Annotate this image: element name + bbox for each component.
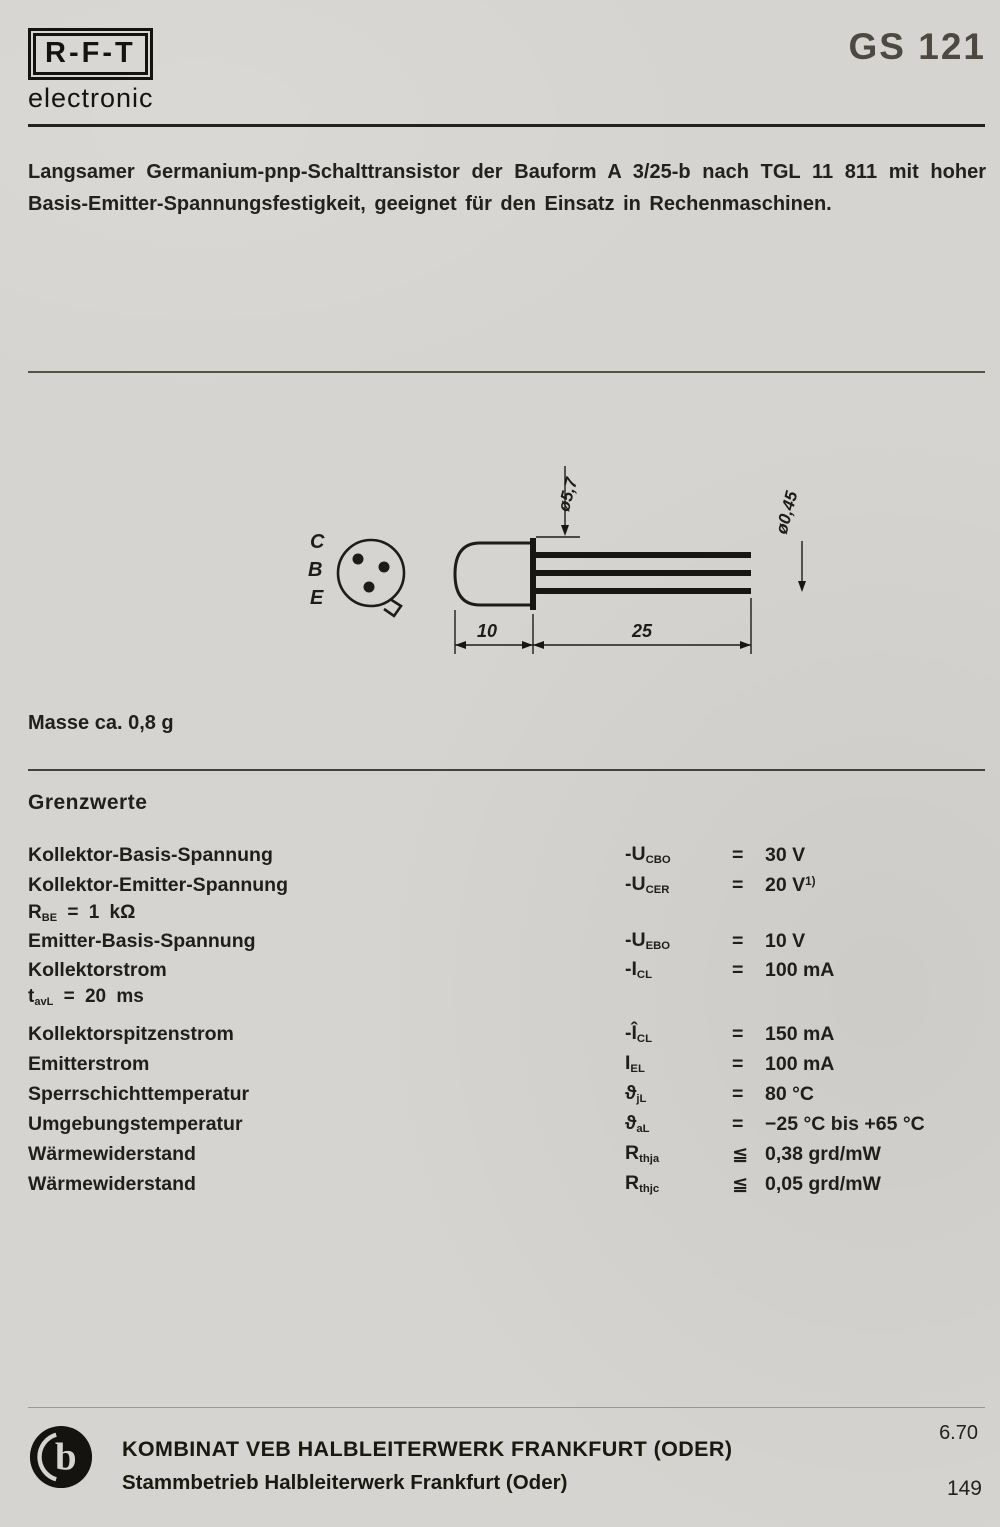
limit-value [765,1143,986,1166]
company-name: KOMBINAT VEB HALBLEITERWERK FRANKFURT (ODER) [122,1437,733,1461]
pin-label-e: E [310,587,324,609]
limit-label: Wärmewiderstand [28,1172,196,1195]
part-number: GS 121 [848,26,986,67]
limit-value [765,844,986,867]
limits-table [28,840,986,1199]
value-text: 20 V [765,873,806,896]
limit-symbol [625,929,732,952]
limit-value [765,874,986,897]
limit-row [28,870,986,900]
flange [530,538,536,610]
condition-symbol: t [28,985,35,1007]
limit-row [28,1019,986,1049]
value-text: 30 V [765,843,806,866]
limit-relation: = [732,843,744,866]
limit-value [765,1113,986,1136]
value-text: 10 V [765,929,806,952]
limit-row [28,1079,986,1109]
limit-row [28,1139,986,1169]
rft-logo-box [28,28,153,80]
can-outline [455,543,530,605]
value-text: 150 mA [765,1022,835,1045]
limit-symbol [625,1172,732,1195]
dim-body-diameter-label: ø5,7 [554,475,582,514]
symbol-main: -Î [625,1022,637,1045]
limit-value [765,1083,986,1106]
dim-lead-length-label: 25 [631,621,653,641]
condition-text [28,986,625,1008]
limit-relation: = [732,929,744,952]
symbol-subscript: EBO [645,940,671,953]
lead-emitter [536,588,751,594]
limit-symbol [625,1112,732,1135]
condition-value: = 1 kΩ [57,901,136,923]
limit-row [28,1169,986,1199]
symbol-main: R [625,1172,640,1195]
symbol-main: I [625,1052,631,1075]
value-text: 100 mA [765,1052,835,1075]
limit-relation: = [732,1022,744,1045]
limit-symbol [625,1052,732,1075]
pin-dot-3 [364,582,375,593]
rft-logo-text: R-F-T [45,37,136,69]
limit-relation: ≦ [732,1143,749,1165]
section-rule-top [28,371,985,373]
condition-subscript: BE [41,912,58,925]
condition-subscript: avL [34,996,54,1009]
limit-label: Kollektorstrom [28,958,167,981]
symbol-subscript: CL [636,1033,652,1046]
arrowhead-10-left [455,641,466,649]
symbol-main: -I [625,958,637,981]
symbol-main: ϑ [625,1112,637,1135]
value-footnote: 1) [805,874,816,888]
table-gap [28,1010,986,1019]
limit-row [28,840,986,870]
limit-value [765,1023,986,1046]
mass-note: Masse ca. 0,8 g [28,712,174,734]
issue-date: 6.70 [939,1422,978,1444]
limit-label: Kollektor-Basis-Spannung [28,843,273,866]
symbol-subscript: CBO [645,854,671,867]
limit-value [765,1173,986,1196]
limit-label: Sperrschichttemperatur [28,1082,250,1105]
package-drawing [280,438,825,683]
limit-relation: = [732,958,744,981]
limit-symbol [625,1082,732,1105]
limit-relation: = [732,1052,744,1075]
footer-rule [28,1407,985,1408]
symbol-subscript: CL [636,969,652,982]
pin-dot-1 [353,554,364,565]
limit-row [28,956,986,984]
pin-label-c: C [310,531,325,553]
arrowhead-body-diameter [561,525,569,536]
limit-label: Emitterstrom [28,1052,150,1075]
symbol-main: -U [625,873,646,896]
limit-condition-row [28,900,986,926]
symbol-subscript: thjc [639,1183,660,1196]
symbol-subscript: jL [636,1093,647,1106]
section-rule-limits [28,769,985,771]
description-paragraph: Langsamer Germanium-pnp-Schalttransistor der Bauform A 3/25-b nach TGL 11 811 mit hoher Basis-Emitter-Spannungsfestigkeit, geeignet für den Einsatz in Rechenmaschinen. [28,161,986,216]
logo-glyph: b [55,1435,77,1479]
pin-dot-2 [379,562,390,573]
limit-value [765,1053,986,1076]
page-number: 149 [946,1477,982,1500]
symbol-main: -U [625,843,646,866]
arrowhead-25-left [533,641,544,649]
value-text: −25 °C bis +65 °C [765,1112,925,1135]
limit-relation: = [732,1082,744,1105]
condition-value: = 20 ms [53,985,144,1007]
rft-logo [28,28,154,114]
limit-symbol [625,958,732,981]
dim-lead-diameter-label: ø0,45 [771,489,802,537]
limit-symbol [625,873,732,896]
limit-symbol [625,1142,732,1165]
symbol-main: -U [625,929,646,952]
value-text: 80 °C [765,1082,814,1105]
limit-label: Kollektorspitzenstrom [28,1022,234,1045]
halbleiterwerk-logo [28,1424,94,1490]
arrowhead-lead-diameter [798,581,806,592]
symbol-subscript: aL [636,1123,650,1136]
limit-row [28,1049,986,1079]
limits-heading: Grenzwerte [28,791,148,814]
arrowhead-25-right [740,641,751,649]
symbol-main: R [625,1142,640,1165]
symbol-subscript: EL [630,1063,645,1076]
limit-symbol [625,1022,732,1045]
halbleiterwerk-logo-icon [28,1424,94,1490]
limit-label: Kollektor-Emitter-Spannung [28,873,289,896]
dim-body-length-label: 10 [476,621,498,641]
limit-symbol [625,843,732,866]
limit-row [28,926,986,956]
limit-label: Emitter-Basis-Spannung [28,929,256,952]
limit-value [765,930,986,953]
symbol-main: ϑ [625,1082,637,1105]
limit-relation: = [732,1112,744,1135]
limit-condition-row [28,984,986,1010]
transistor-package-diagram [280,438,825,683]
limit-label: Umgebungstemperatur [28,1112,243,1135]
rft-logo-subtitle: electronic [28,83,154,113]
arrowhead-10-right [522,641,533,649]
company-branch: Stammbetrieb Halbleiterwerk Frankfurt (Oder) [122,1471,568,1494]
condition-text [28,902,625,924]
pin-circle [338,540,404,606]
footer-company [122,1437,732,1495]
limit-label: Wärmewiderstand [28,1142,196,1165]
header-rule [28,124,985,127]
limit-relation: = [732,873,744,896]
limit-row [28,1109,986,1139]
limit-value [765,959,986,982]
value-text: 0,38 grd/mW [765,1142,881,1165]
symbol-subscript: CER [645,884,670,897]
pin-label-b: B [308,559,323,581]
condition-symbol: R [28,901,42,923]
lead-collector [536,552,751,558]
value-text: 100 mA [765,958,835,981]
symbol-subscript: thja [639,1153,660,1166]
value-text: 0,05 grd/mW [765,1172,881,1195]
limit-relation: ≦ [732,1173,749,1195]
lead-base [536,570,751,576]
